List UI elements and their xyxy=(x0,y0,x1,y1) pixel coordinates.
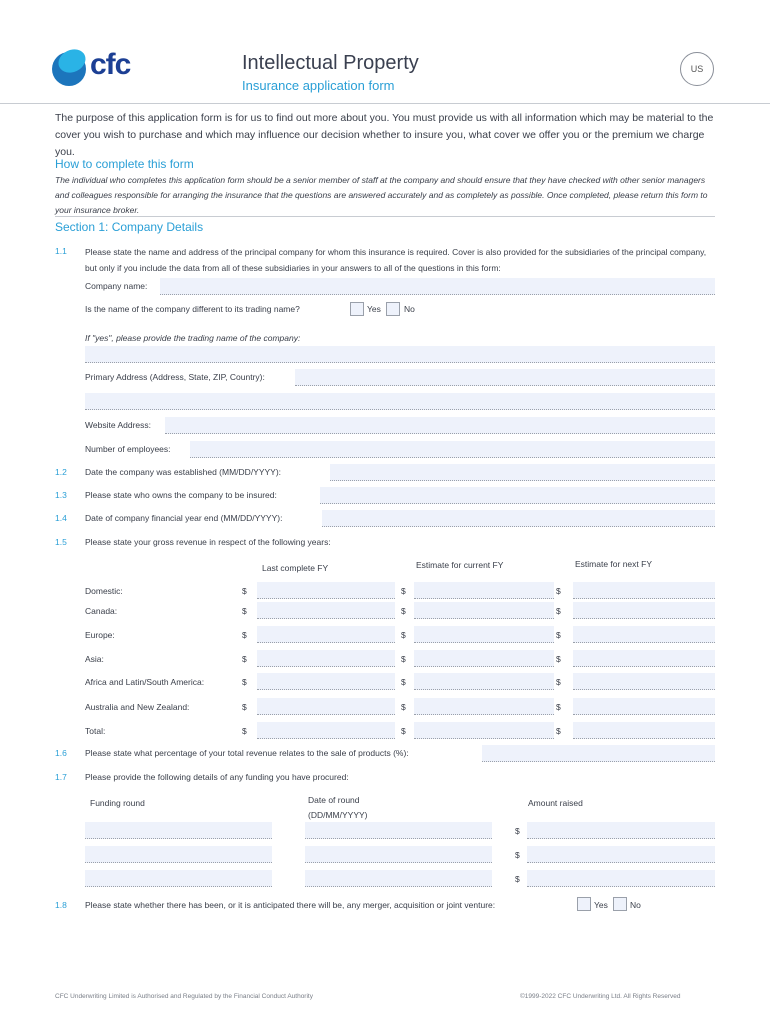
currency-symbol: $ xyxy=(401,677,406,687)
trading-name-question: Is the name of the company different to its trading name? xyxy=(85,304,300,314)
revenue-value-field[interactable] xyxy=(573,650,715,667)
date-format-header: (DD/MM/YYYY) xyxy=(308,810,368,820)
how-text: The individual who completes this application form should be a senior member of staff at the company and should ensure that they have checked with other senior managers and colleagues responsible for arranging the insurance that the questions are answered accurately and as completely as possible. Once completed, please return this form to your insurance broker. xyxy=(55,175,708,215)
revenue-row-label: Total: xyxy=(85,726,106,736)
q1-7-number: 1.7 xyxy=(55,772,67,782)
divider xyxy=(55,216,715,217)
revenue-value-field[interactable] xyxy=(414,698,554,715)
currency-symbol: $ xyxy=(556,586,561,596)
q1-4-text: Date of company financial year end (MM/DD/YYYY): xyxy=(85,513,283,523)
revenue-row-label: Africa and Latin/South America: xyxy=(85,677,205,687)
currency-symbol: $ xyxy=(242,654,247,664)
owner-field[interactable] xyxy=(320,487,715,504)
currency-symbol: $ xyxy=(556,677,561,687)
merger-no-label: No xyxy=(630,900,641,910)
currency-symbol: $ xyxy=(242,630,247,640)
revenue-value-field[interactable] xyxy=(573,582,715,599)
revenue-value-field[interactable] xyxy=(414,582,554,599)
date-of-round-header: Date of round xyxy=(308,795,360,805)
currency-symbol: $ xyxy=(242,677,247,687)
trading-name-prompt: If "yes", please provide the trading name of the company: xyxy=(85,333,301,343)
revenue-row-label: Asia: xyxy=(85,654,104,664)
trading-no-label: No xyxy=(404,304,415,314)
revenue-value-field[interactable] xyxy=(414,602,554,619)
page-subtitle: Insurance application form xyxy=(242,78,395,93)
currency-symbol: $ xyxy=(515,850,520,860)
funding-amount-field[interactable] xyxy=(527,846,715,863)
revenue-row-label: Australia and New Zealand: xyxy=(85,702,190,712)
revenue-value-field[interactable] xyxy=(573,673,715,690)
revenue-value-field[interactable] xyxy=(414,722,554,739)
currency-symbol: $ xyxy=(556,726,561,736)
currency-symbol: $ xyxy=(242,606,247,616)
revenue-column-header: Last complete FY xyxy=(262,563,329,573)
revenue-value-field[interactable] xyxy=(257,626,395,643)
currency-symbol: $ xyxy=(401,586,406,596)
revenue-value-field[interactable] xyxy=(573,722,715,739)
revenue-row-label: Domestic: xyxy=(85,586,123,596)
currency-symbol: $ xyxy=(401,726,406,736)
q1-2-number: 1.2 xyxy=(55,467,67,477)
revenue-column-header: Estimate for current FY xyxy=(416,560,504,570)
q1-3-text: Please state who owns the company to be insured: xyxy=(85,490,277,500)
revenue-column-header: Estimate for next FY xyxy=(575,559,652,569)
currency-symbol: $ xyxy=(401,702,406,712)
q1-1-text: Please state the name and address of the principal company for whom this insurance is required. Cover is also provided for the subsidiaries of the principal company, but only if you include the data from all of these subsidiaries in your answers to all of the questions in this form: xyxy=(85,247,707,273)
trading-name-field[interactable] xyxy=(85,346,715,363)
intro-text: The purpose of this application form is for us to find out more about you. You must provide us with all information which may be material to the cover you wish to purchase and which may influence our decision whether to insure you, what cover we offer you or the premium we charge you. xyxy=(55,112,714,158)
merger-yes-checkbox[interactable] xyxy=(577,897,591,911)
fy-end-field[interactable] xyxy=(322,510,715,527)
revenue-value-field[interactable] xyxy=(573,698,715,715)
product-percentage-field[interactable] xyxy=(482,745,715,762)
q1-3-number: 1.3 xyxy=(55,490,67,500)
q1-5-number: 1.5 xyxy=(55,537,67,547)
q1-5-text: Please state your gross revenue in respect of the following years: xyxy=(85,537,331,547)
merger-yes-label: Yes xyxy=(594,900,608,910)
currency-symbol: $ xyxy=(401,606,406,616)
revenue-value-field[interactable] xyxy=(257,602,395,619)
currency-symbol: $ xyxy=(556,654,561,664)
cfc-logo xyxy=(52,50,152,86)
q1-7-text: Please provide the following details of any funding you have procured: xyxy=(85,772,349,782)
currency-symbol: $ xyxy=(401,630,406,640)
currency-symbol: $ xyxy=(242,702,247,712)
company-name-label: Company name: xyxy=(85,281,148,291)
funding-amount-field[interactable] xyxy=(527,822,715,839)
q1-1-number: 1.1 xyxy=(55,246,67,256)
funding-round-field[interactable] xyxy=(85,870,272,887)
revenue-value-field[interactable] xyxy=(257,673,395,690)
section1-heading: Section 1: Company Details xyxy=(55,220,204,234)
q1-8-number: 1.8 xyxy=(55,900,67,910)
q1-6-number: 1.6 xyxy=(55,748,67,758)
employees-field[interactable] xyxy=(190,441,715,458)
currency-symbol: $ xyxy=(515,874,520,884)
funding-round-field[interactable] xyxy=(85,846,272,863)
revenue-value-field[interactable] xyxy=(257,722,395,739)
region-badge: US xyxy=(680,52,714,86)
footer-copyright: ©1999-2022 CFC Underwriting Ltd. All Rights Reserved xyxy=(520,993,681,1000)
funding-amount-field[interactable] xyxy=(527,870,715,887)
revenue-value-field[interactable] xyxy=(573,602,715,619)
website-label: Website Address: xyxy=(85,420,151,430)
currency-symbol: $ xyxy=(556,630,561,640)
currency-symbol: $ xyxy=(242,586,247,596)
funding-date-field[interactable] xyxy=(305,846,492,863)
revenue-row-label: Europe: xyxy=(85,630,115,640)
how-heading: How to complete this form xyxy=(55,157,194,171)
trading-yes-checkbox[interactable] xyxy=(350,302,364,316)
header-divider xyxy=(0,103,770,104)
q1-2-text: Date the company was established (MM/DD/YYYY): xyxy=(85,467,282,477)
revenue-value-field[interactable] xyxy=(414,626,554,643)
funding-round-field[interactable] xyxy=(85,822,272,839)
q1-6-text: Please state what percentage of your total revenue relates to the sale of products (%): xyxy=(85,748,409,758)
revenue-value-field[interactable] xyxy=(414,650,554,667)
trading-yes-label: Yes xyxy=(367,304,381,314)
company-name-field[interactable] xyxy=(160,278,715,295)
revenue-value-field[interactable] xyxy=(573,626,715,643)
logo-text: cfc xyxy=(90,48,131,81)
q1-8-text: Please state whether there has been, or it is anticipated there will be, any merger, acquisition or joint venture: xyxy=(85,900,496,910)
currency-symbol: $ xyxy=(556,606,561,616)
employees-label: Number of employees: xyxy=(85,444,171,454)
currency-symbol: $ xyxy=(401,654,406,664)
funding-date-field[interactable] xyxy=(305,870,492,887)
revenue-value-field[interactable] xyxy=(414,673,554,690)
established-date-field[interactable] xyxy=(330,464,715,481)
revenue-value-field[interactable] xyxy=(257,582,395,599)
address-field-2[interactable] xyxy=(85,393,715,410)
revenue-value-field[interactable] xyxy=(257,698,395,715)
currency-symbol: $ xyxy=(515,826,520,836)
amount-raised-header: Amount raised xyxy=(528,798,583,808)
currency-symbol: $ xyxy=(556,702,561,712)
merger-no-checkbox[interactable] xyxy=(613,897,627,911)
currency-symbol: $ xyxy=(242,726,247,736)
footer-regulatory: CFC Underwriting Limited is Authorised and Regulated by the Financial Conduct Authority xyxy=(55,993,313,1000)
address-label: Primary Address (Address, State, ZIP, Country): xyxy=(85,372,265,382)
address-field-1[interactable] xyxy=(295,369,715,386)
website-field[interactable] xyxy=(165,417,715,434)
funding-date-field[interactable] xyxy=(305,822,492,839)
trading-no-checkbox[interactable] xyxy=(386,302,400,316)
q1-4-number: 1.4 xyxy=(55,513,67,523)
funding-round-header: Funding round xyxy=(90,798,145,808)
revenue-row-label: Canada: xyxy=(85,606,118,616)
revenue-value-field[interactable] xyxy=(257,650,395,667)
page-title: Intellectual Property xyxy=(242,52,419,74)
